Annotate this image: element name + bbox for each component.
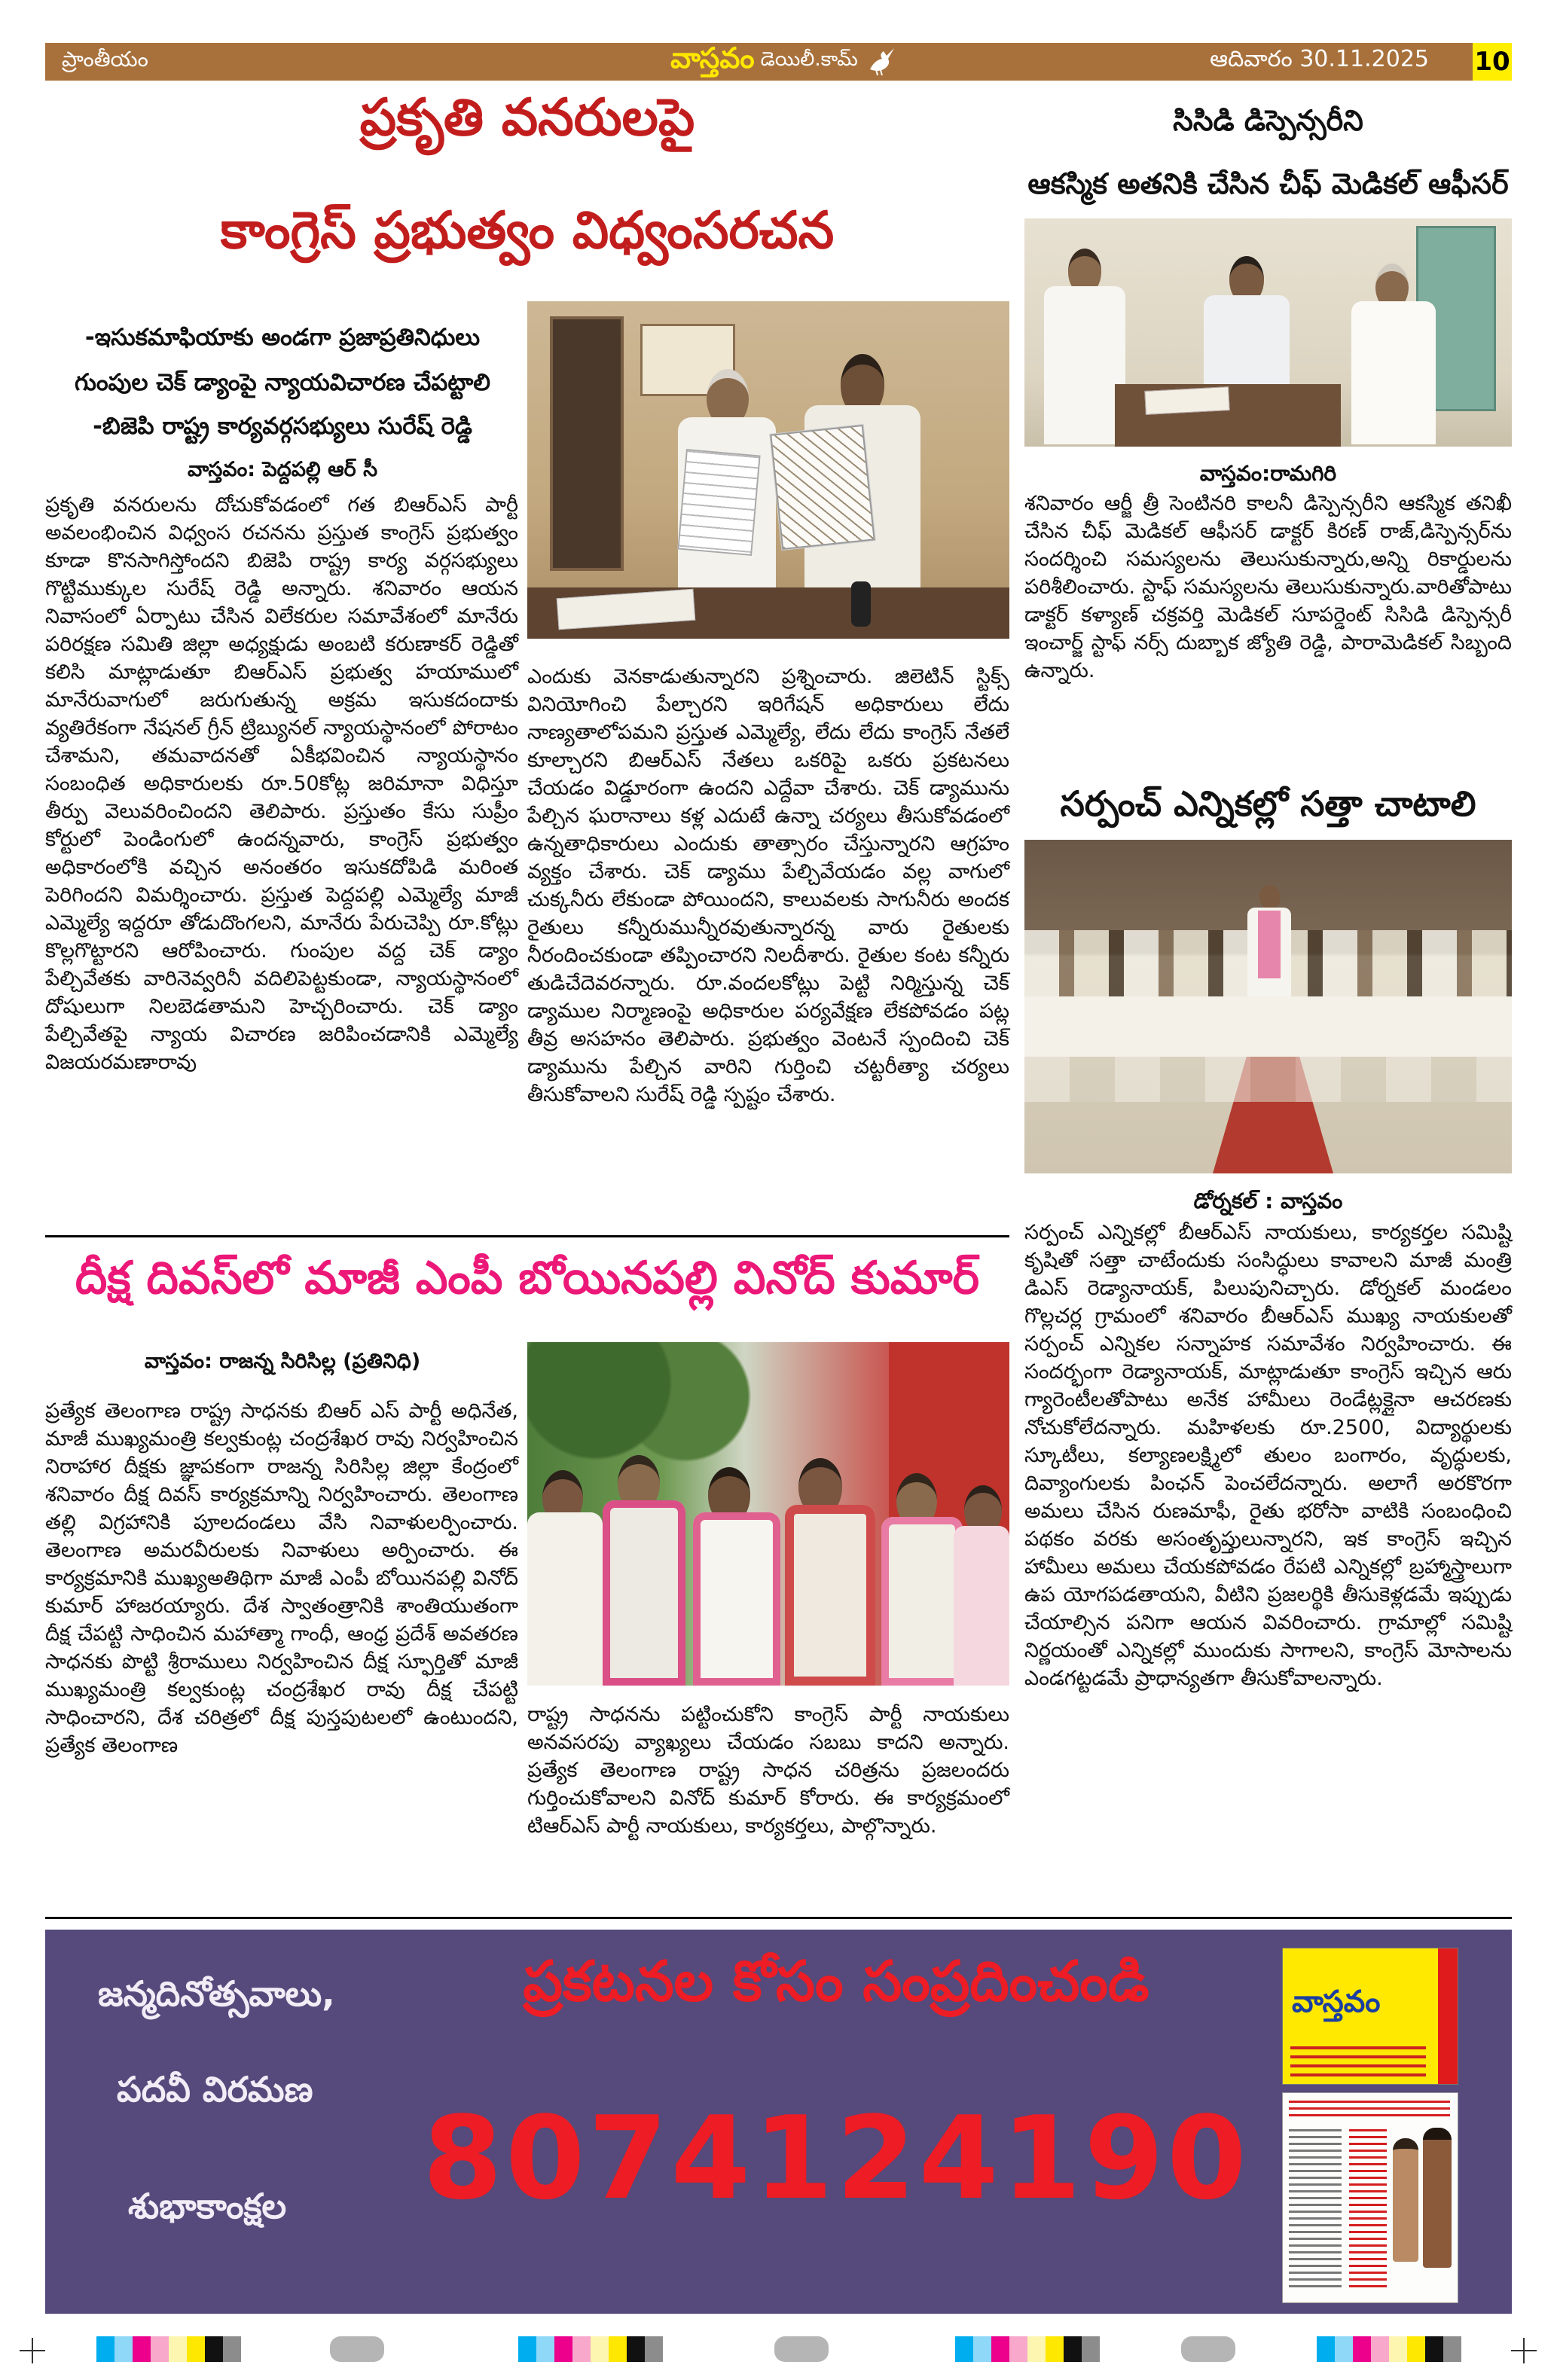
color-swatch [1046,2336,1064,2362]
color-swatch [627,2336,645,2362]
color-swatch [1335,2336,1353,2362]
color-swatch [645,2336,663,2362]
color-swatch [536,2336,554,2362]
color-swatch [973,2336,991,2362]
photo1-document-paper [677,449,760,556]
color-swatch [223,2336,241,2362]
ad-left-line3: శుభాకాంక్షల [128,2186,287,2226]
photo-deeksha-divas [527,1342,1009,1686]
thumbnail-headline-lines [1289,2101,1450,2117]
color-swatch [1064,2336,1082,2362]
ad-promo-text: ప్రకటనల కోసం సంప్రదించండి [523,1949,1149,2014]
color-bar-group-4 [1317,2336,1461,2362]
article4-headline: దీక్ష దివస్‌లో మాజీ ఎంపీ బోయినపల్లి వినోద్ కుమార్ [75,1252,980,1304]
color-swatch [1353,2336,1371,2362]
section-label: ప్రాంతీయం [62,47,148,72]
masthead [670,43,897,81]
photo1-door [550,316,624,571]
color-swatch [1425,2336,1443,2362]
color-swatch [114,2336,133,2362]
thumbnail-brand: వాస్తవం [1292,1985,1381,2019]
thumbnail-masthead [1282,1948,1458,2085]
page-number: 10 [1473,43,1512,81]
color-bar-group-3 [955,2336,1100,2362]
article2-headline-line1: సిసిడి డిస్పెన్సరీని [1173,104,1363,137]
article1-dateline: వాస్తవం: పెద్దపల్లి ఆర్ సీ [187,458,378,481]
brand-name: వాస్తవం [670,41,755,75]
article1-headline-line1: ప్రకృతి వనరులపై [359,88,695,148]
thumbnail-face-left [1393,2138,1418,2262]
thumbnail-text-column-mid [1349,2129,1387,2291]
article1-deck-line3: -బిజెపి రాష్ట్ర కార్యవర్గసభ్యులు సురేష్ రెడ్డి [93,413,472,440]
color-swatch [1371,2336,1389,2362]
gray-patch-3 [1181,2336,1235,2362]
photo3-standing-leader [1243,885,1296,1005]
color-swatch [133,2336,151,2362]
article1-body-column1: ప్రకృతి వనరులను దోచుకోవడంలో గత బిఆర్ఎస్ పార్టీ అవలంభించిన విధ్వంస రచనను ప్రస్తుత కాంగ్రెస్ ప్రభుత్వం కూడా కొనసాగిస్తోందని బిజెపి రాష్ట్ర కార్య వర్గసభ్యులు గొట్టిముక్కుల సురేష్ రెడ్డి అన్నారు. శనివారం ఆయన నివాసంలో ఏర్పాటు చేసిన విలేకరుల సమావేశంలో మానేరు పరిరక్షణ సమితి జిల్లా అధ్యక్షుడు అంబటి కరుణాకర్ రెడ్డితో కలిసి మాట్లాడుతూ బిఆర్ఎస్ ప్రభుత్వ హయాములో మానేరువాగులో జరుగుతున్న అక్రమ ఇసుకదందాకు వ్యతిరేకంగా నేషనల్ గ్రీన్ ట్రిబ్యునల్ న్యాయస్థానంలో పోరాటం చేశామని, తమవాదనతో ఏకీభవించిన న్యాయస్థానం సంబంధిత అధికారులకు రూ.50కోట్ల జరిమానా విధిస్తూ తీర్పు వెలువరించిందని తెలిపారు. ప్రస్తుతం కేసు సుప్రీం కోర్టులో పెండింగులో ఉందన్నవారు, కాంగ్రెస్ ప్రభుత్వం అధికారంలోకి వచ్చిన అనంతరం ఇసుకదోపిడి మరింత పెరిగిందని విమర్శించారు. ప్రస్తుత పెద్దపల్లి ఎమ్మెల్యే మాజీ ఎమ్మెల్యే ఇద్దరూ తోడుదొంగలని, మానేరు పేరుచెప్పి రూ.కోట్లు కొల్లగొట్టారని ఆరోపించారు. గుంపుల వద్ద చెక్ డ్యాం పేల్చివేతకు వారినెవ్వరినీ వదిలిపెట్టకుండా, న్యాయస్థానంలో దోషులుగా నిలబెడతామని హెచ్చరించారు. చెక్ డ్యాం పేల్చివేతపై న్యాయ విచారణ జరిపించడానికి ఎమ్మెల్యే విజయరమణారావు [45,493,518,1074]
thumbnail-front-page [1282,2092,1458,2303]
article2-headline-line2: ఆకస్మిక అతనికి చేసిన చీఫ్ మెడికల్ ఆఫీసర్ [1027,167,1509,200]
article2-caption: వాస్తవం:రామగిరి [1199,461,1337,486]
color-swatch [96,2336,114,2362]
color-swatch [1027,2336,1046,2362]
color-swatch [1443,2336,1461,2362]
thumbnail-red-strip [1438,1948,1458,2084]
color-swatch [572,2336,591,2362]
color-swatch [205,2336,223,2362]
ad-left-line1: జన్మదినోత్సవాలు, [98,1973,335,2014]
photo2-register [1144,386,1230,415]
color-swatch [1407,2336,1425,2362]
color-swatch [955,2336,973,2362]
photo1-mic [851,581,871,627]
article3-headline: సర్పంచ్ ఎన్నికల్లో సత్తా చాటాలి [1060,783,1476,824]
thumbnail-face-right [1423,2128,1452,2268]
ad-newspaper-thumbnail [1282,1948,1457,2302]
color-bar-group-1 [96,2336,241,2362]
date-label: ఆదివారం 30.11.2025 [1210,46,1429,72]
crop-mark-right [1511,2338,1537,2363]
color-swatch [591,2336,609,2362]
dove-icon [864,47,897,77]
photo3-side-attendees [1024,1057,1512,1102]
photo1-document-map [770,425,875,550]
photo-press-conference [527,301,1009,639]
ad-left-line2: పదవీ విరమణ [117,2069,313,2110]
photo-clinic-inspection [1024,218,1512,447]
article4-dateline: వాస్తవం: రాజన్న సిరిసిల్ల (ప్రతినిధి) [144,1350,421,1373]
header-bar [45,43,1512,81]
photo4-crowd [527,1440,1009,1686]
photo3-table-cloth [1024,996,1512,1057]
brand-suffix: డెయిలీ.కామ్ [760,48,858,71]
ad-phone-number: 8074124190 [423,2092,1250,2225]
color-swatch [1082,2336,1100,2362]
color-swatch [169,2336,187,2362]
color-swatch [991,2336,1009,2362]
color-swatch [1009,2336,1027,2362]
advertisement-banner [45,1930,1512,2314]
color-swatch [187,2336,205,2362]
article4-top-rule [45,1235,1009,1237]
article1-deck-line2: గుంపుల చెక్ డ్యాంపై న్యాయవిచారణ చేపట్టాలి [75,369,490,396]
photo-sarpanch-meeting [1024,840,1512,1173]
color-swatch [1389,2336,1407,2362]
photo2-elder [1348,264,1439,444]
article4-body-column1: ప్రత్యేక తెలంగాణ రాష్ట్ర సాధనకు బిఆర్ ఎస్ పార్టీ అధినేత, మాజీ ముఖ్యమంత్రి కల్వకుంట్ల చంద్రశేఖర రావు నిర్వహించిన నిరాహార దీక్షకు జ్ఞాపకంగా రాజన్న సిరిసిల్ల జిల్లా కేంద్రంలో శనివారం దీక్ష దివస్ కార్యక్రమాన్ని నిర్వహించారు. తెలంగాణ తల్లి విగ్రహానికి పూలదండలు వేసి నివాళులర్పించారు. తెలంగాణ అమరవీరులకు నివాళులు అర్పించారు. ఈ కార్యక్రమానికి ముఖ్యఅతిథిగా మాజీ ఎంపీ బోయినపల్లి వినోద్ కుమార్ హాజరయ్యారు. దేశ స్వాతంత్రానికి శాంతియుతంగా దీక్ష చేపట్టి సాధించిన మహాత్మా గాంధీ, ఆంధ్ర ప్రదేశ్ అవతరణ సాధనకు పొట్టి శ్రీరాములు నిర్వహించిన దీక్ష స్ఫూర్తితో మాజీ ముఖ్యమంత్రి కల్వకుంట్ల చంద్రశేఖర రావు దీక్ష చేపట్టి సాధించారని, దేశ చరిత్రలో దీక్ష పుస్తపుటలలో ఉంటుందని, ప్రత్యేక తెలంగాణ [45,1399,518,1757]
crop-mark-left [20,2338,45,2363]
thumbnail-masthead-lines [1290,2046,1426,2076]
article4-body-column2: రాష్ట్ర సాధనను పట్టించుకోని కాంగ్రెస్ పార్టీ నాయకులు అనవసరపు వ్యాఖ్యలు చేయడం సబబు కాదని అన్నారు. ప్రత్యేక తెలంగాణ రాష్ట్ర సాధన చరిత్రను ప్రజలందరు గుర్తించుకోవాలని వినోద్ కుమార్ కోరారు. ఈ కార్యక్రమంలో టిఆర్ఎస్ పార్టీ నాయకులు, కార్యకర్తలు, పాల్గొన్నారు. [527,1703,1009,1838]
color-swatch [609,2336,627,2362]
color-swatch [1317,2336,1335,2362]
color-swatch [554,2336,572,2362]
article1-deck-line1: -ఇసుకమాఫియాకు అండగా ప్రజాప్రతినిధులు [84,324,481,351]
ad-top-rule [45,1917,1512,1919]
article3-body: సర్పంచ్ ఎన్నికల్లో బీఆర్ఎస్ నాయకులు, కార్యకర్తల సమిష్టి కృషితో సత్తా చాటేందుకు సంసిద్ధులు కావాలని మాజీ మంత్రి డిఎస్ రెడ్యానాయక్, పిలుపునిచ్చారు. డోర్నకల్ మండలం గొల్లచర్ల గ్రామంలో శనివారం బీఆర్ఎస్ ముఖ్య నాయకులతో సర్పంచ్ ఎన్నికల సన్నాహక సమావేశం నిర్వహించారు. ఈ సందర్భంగా రెడ్యానాయక్, మాట్లాడుతూ కాంగ్రెస్ ఇచ్చిన ఆరు గ్యారెంటీలతోపాటు అనేక హామీలు రెండేట్లక్లైనా ఆచరణకు నోచుకోలేదన్నారు. మహిళలకు రూ.2500, విద్యార్థులకు స్కూటీలు, కల్యాణలక్ష్మిలో తులం బంగారం, వృద్ధులకు, దివ్యాంగులకు పింఛన్ పెంచలేదన్నారు. అలాగే అరకొరగా అమలు చేసిన రుణమాఫీ, రైతు భరోసా వాటికి సంబంధించి పథకం వరకు అసంతృప్తులున్నారని, ఇక కాంగ్రెస్ ఇచ్చిన హామీలు అమలు చేయకపోవడం రేపటి ఎన్నికల్లో బ్రహ్మాస్త్రాలుగా ఉప యోగపడతాయని, వీటిని ప్రజలర్థికి తీసుకెళ్లడమే ఇప్పుడు చేయాల్సిన పనిగా ఆయన వివరించారు. గ్రామాల్లో సమిష్టి నిర్ణయంతో ఎన్నికల్లో ముందుకు సాగాలని, కాంగ్రెస్ మోసాలను ఎండగట్టడమే ప్రాధాన్యతగా తీసుకోవాలన్నారు. [1024,1221,1512,1690]
thumbnail-text-column-left [1289,2129,1342,2291]
article2-body: శనివారం ఆర్జీ త్రీ సెంటినరి కాలనీ డిస్పెన్సరీని ఆకస్మిక తనిఖీ చేసిన చీఫ్ మెడికల్ ఆఫీసర్ డాక్టర్ కిరణ్ రాజ్,డిస్పెన్సర్‌ను సందర్శించి సమస్యలను తెలుసుకున్నారు,అన్ని రికార్డులను పరిశీలించారు. స్టాఫ్ సమస్యలను తెలుసుకున్నారు.వారితోపాటు డాక్టర్ కళ్యాణ్ చక్రవర్తి మెడికల్ సూపర్డెంట్ సిసిడి డిస్పెన్సరీ ఇంచార్జ్ స్టాఫ్ నర్స్ దుబ్బాక జ్యోతి రెడ్డి, పారామెడికల్ సిబ్బంది ఉన్నారు. [1024,492,1512,682]
color-swatch [518,2336,536,2362]
gray-patch-1 [330,2336,384,2362]
color-swatch [151,2336,169,2362]
article3-caption: డోర్నకల్ : వాస్తవం [1193,1188,1343,1213]
article1-headline-line2: కాంగ్రెస్ ప్రభుత్వం విధ్వంసరచన [220,201,835,261]
color-bar-group-2 [518,2336,663,2362]
article1-body-column2: ఎందుకు వెనకాడుతున్నారని ప్రశ్నించారు. జిలెటిన్ స్టిక్స్ వినియోగించి పేల్చారని ఇరిగేషన్ అధికారులు లేదు నాణ్యతాలోపమని ప్రస్తుత ఎమ్మెల్యే, లేదు లేదు కాంగ్రెస్ నేతలే కూల్చారని బిఆర్ఎస్ నేతలు ఒకరిపై ఒకరు ప్రకటనలు చేయడం విడ్డూరంగా ఉందని ఎద్దేవా చేశారు. చెక్ డ్యామును పేల్చిన ఘరానాలు కళ్ల ఎదుటే ఉన్నా చర్యలు తీసుకోవడంలో ఉన్నతాధికారులు ఎందుకు తాత్సారం చేస్తున్నారని ఆగ్రహం వ్యక్తం చేశారు. చెక్ డ్యాము పేల్చివేయడం వల్ల వాగులో చుక్కనీరు లేకుండా పోయిందని, కాలువలకు సాగునీరు అందక రైతులు కన్నీరుమున్నీరవుతున్నారన్న వారు రైతులకు నీరందించకుండా తప్పించారని నిలదీశారు. రైతుల కంట కన్నీరు తుడిచేదెవరన్నారు. రూ.వందలకోట్లు పెట్టి నిర్మిస్తున్న చెక్ డ్యాముల నిర్మాణంపై అధికారుల పర్యవేక్షణ లేకపోవడం పట్ల తీవ్ర అసహనం తెలిపారు. ప్రభుత్వం వెంటనే స్పందించి చెక్ డ్యామును పేల్చిన వారిని గుర్తించి చట్టరీత్యా చర్యలు తీసుకోవాలని సురేష్ రెడ్డి స్పష్టం చేశారు. [527,665,1009,1106]
gray-patch-2 [774,2336,829,2362]
